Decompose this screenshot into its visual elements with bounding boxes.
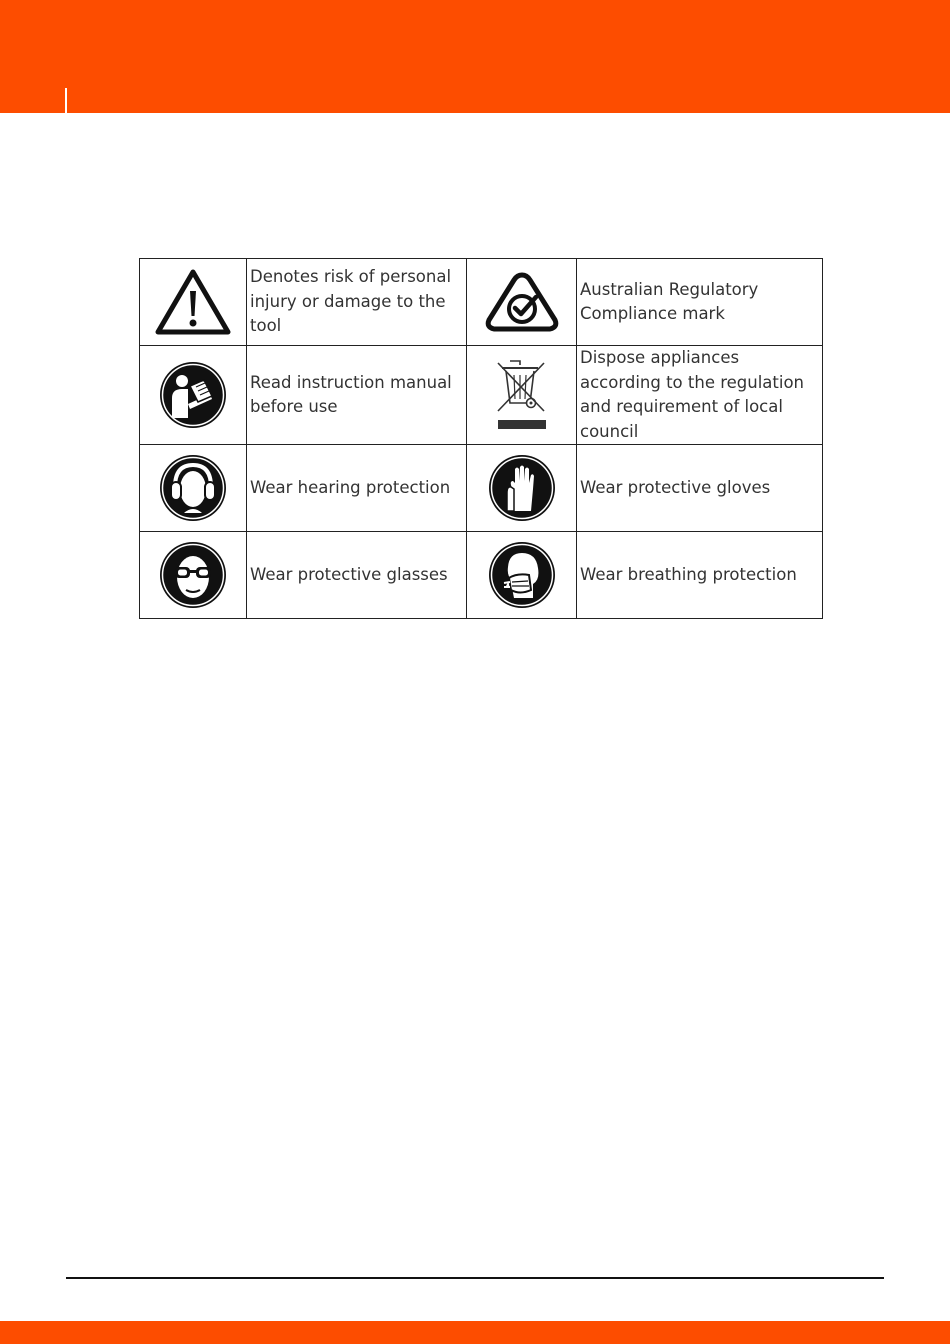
header-tick-mark [65,88,67,113]
symbol-description: Wear protective glasses [247,532,467,619]
read-manual-icon [158,360,228,430]
table-row [140,445,823,532]
safety-symbols-table [139,258,823,619]
header-band [0,0,950,113]
warning-triangle-icon [155,268,231,336]
protective-gloves-icon [487,453,557,523]
breathing-protection-icon [487,540,557,610]
footer-band [0,1321,950,1344]
symbol-description: Denotes risk of personal injury or damage to the tool [247,259,467,346]
footer-rule [66,1277,884,1279]
rcm-compliance-mark-icon [483,271,561,333]
protective-glasses-icon [158,540,228,610]
table-row [140,346,823,445]
icon-cell [467,445,577,532]
icon-cell [467,532,577,619]
table-row [140,259,823,346]
weee-crossed-bin-icon [494,357,550,433]
hearing-protection-icon [158,453,228,523]
symbol-description: Dispose appliances according to the regulation and requirement of local council [577,346,823,445]
icon-cell [140,445,247,532]
symbol-description: Australian Regulatory Compliance mark [577,259,823,346]
symbol-description: Wear hearing protection [247,445,467,532]
symbol-description: Wear breathing protection [577,532,823,619]
symbol-description: Read instruction manual before use [247,346,467,445]
icon-cell [140,259,247,346]
table-row [140,532,823,619]
icon-cell [140,532,247,619]
icon-cell [140,346,247,445]
icon-cell [467,346,577,445]
symbol-description: Wear protective gloves [577,445,823,532]
icon-cell [467,259,577,346]
